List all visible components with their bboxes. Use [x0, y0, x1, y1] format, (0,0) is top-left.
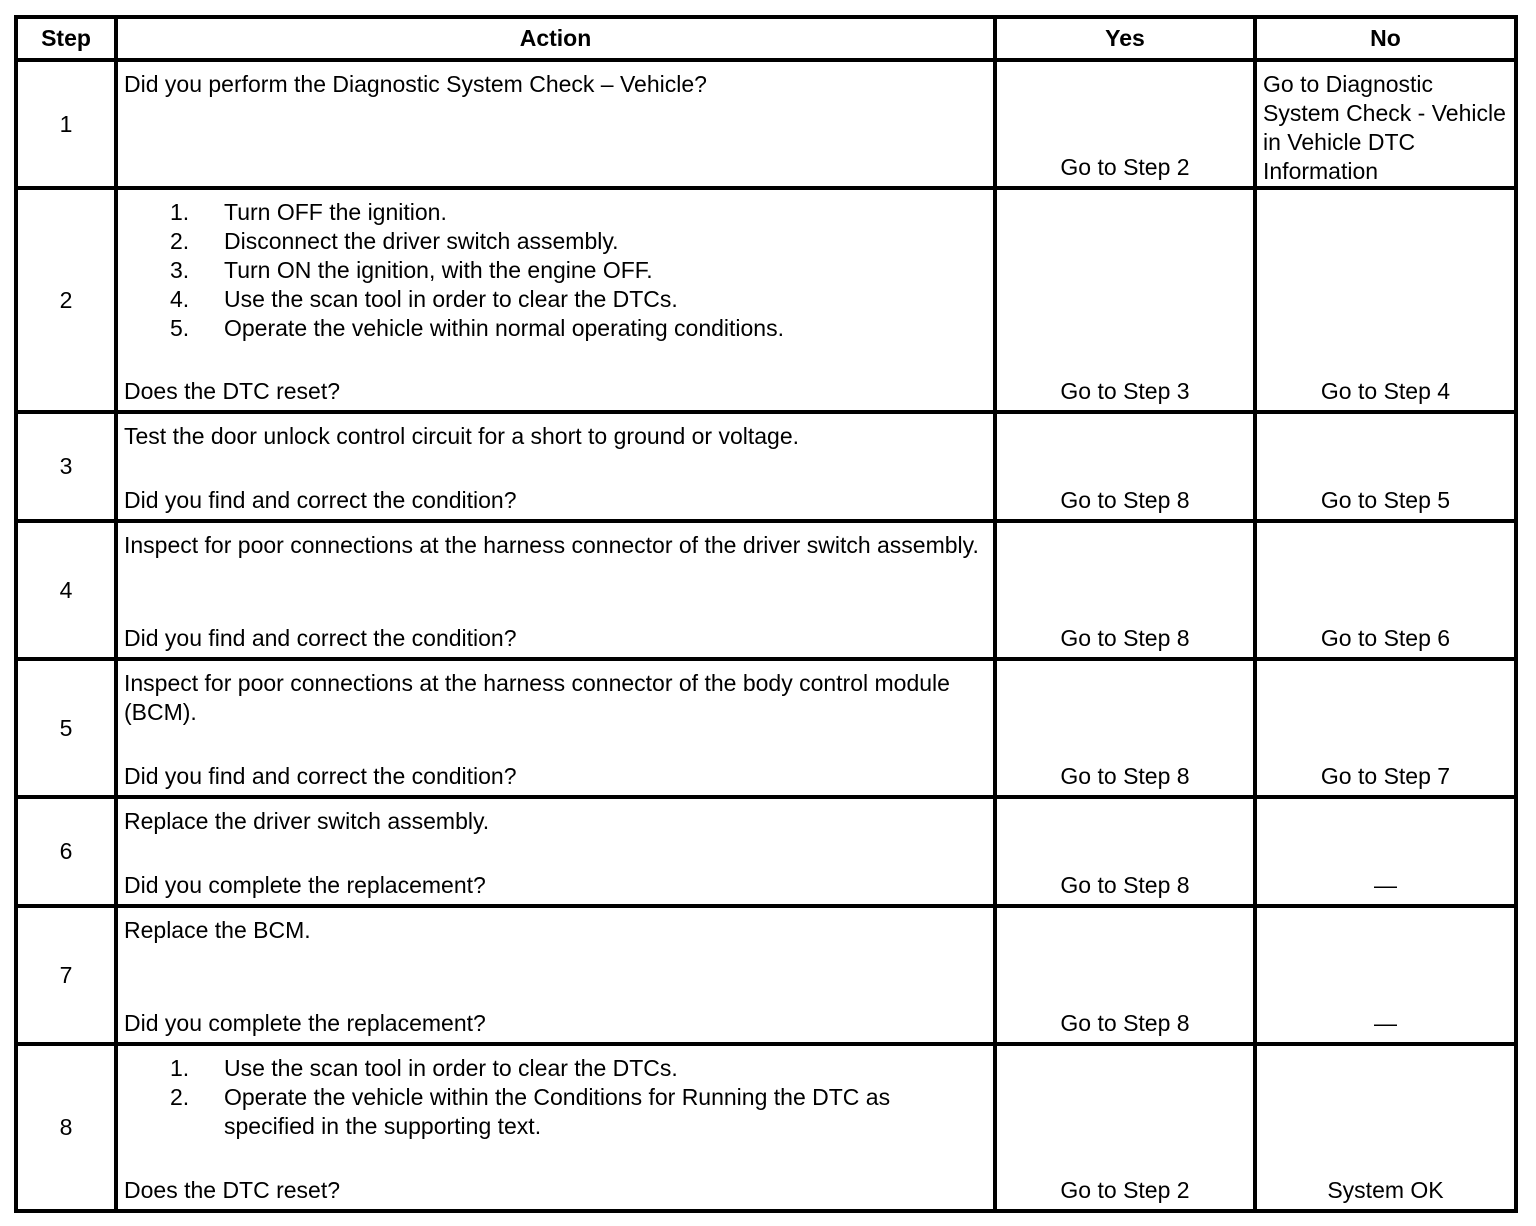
- table-row: [16, 412, 1516, 521]
- table-row: [16, 659, 1516, 797]
- step-number: 4: [16, 521, 116, 659]
- action-cell: [116, 906, 995, 1044]
- action-question: Did you find and correct the condition?: [124, 487, 517, 513]
- action-steps-list: [124, 198, 987, 343]
- no-cell: —: [1255, 906, 1516, 1044]
- table-row: [16, 906, 1516, 1044]
- action-cell: [116, 659, 995, 797]
- table-row: [16, 1044, 1516, 1211]
- step-number: 1: [16, 60, 116, 188]
- no-cell: Go to Diagnostic System Check - Vehicle in Vehicle DTC Information: [1255, 60, 1516, 188]
- step-number: 2: [16, 188, 116, 412]
- step-number: 5: [16, 659, 116, 797]
- action-question: Does the DTC reset?: [124, 378, 341, 404]
- yes-cell: Go to Step 3: [995, 188, 1255, 412]
- action-text: Test the door unlock control circuit for a short to ground or voltage.: [124, 423, 800, 449]
- list-item: 5. Operate the vehicle within normal operating conditions.: [170, 315, 784, 341]
- action-question: Did you complete the replacement?: [124, 1010, 486, 1036]
- action-text: Did you perform the Diagnostic System Check – Vehicle?: [124, 71, 707, 97]
- yes-cell: Go to Step 8: [995, 659, 1255, 797]
- no-cell: System OK: [1255, 1044, 1516, 1211]
- header-yes: Yes: [995, 17, 1255, 60]
- step-number: 8: [16, 1044, 116, 1211]
- table-row: [16, 521, 1516, 659]
- list-item: 4. Use the scan tool in order to clear the DTCs.: [170, 286, 678, 312]
- header-row: [16, 17, 1516, 60]
- step-number: 3: [16, 412, 116, 521]
- diagnostic-table: [14, 15, 1518, 1213]
- action-cell: [116, 60, 995, 188]
- step-number: 7: [16, 906, 116, 1044]
- action-cell: [116, 521, 995, 659]
- list-item: 2. Operate the vehicle within the Conditions for Running the DTC as specified in the supporting text.: [170, 1084, 891, 1139]
- header-step: Step: [16, 17, 116, 60]
- header-action: Action: [116, 17, 995, 60]
- action-question: Did you find and correct the condition?: [124, 763, 517, 789]
- action-cell: [116, 412, 995, 521]
- list-item: 3. Turn ON the ignition, with the engine OFF.: [170, 257, 653, 283]
- yes-cell: Go to Step 8: [995, 906, 1255, 1044]
- action-cell: [116, 797, 995, 906]
- action-text: Replace the BCM.: [124, 917, 311, 943]
- yes-cell: Go to Step 8: [995, 521, 1255, 659]
- step-number: 6: [16, 797, 116, 906]
- list-item: 2. Disconnect the driver switch assembly.: [170, 228, 619, 254]
- no-cell: Go to Step 7: [1255, 659, 1516, 797]
- table-row: [16, 60, 1516, 188]
- action-question: Did you complete the replacement?: [124, 872, 486, 898]
- header-no: No: [1255, 17, 1516, 60]
- yes-cell: Go to Step 2: [995, 1044, 1255, 1211]
- action-text: Replace the driver switch assembly.: [124, 808, 490, 834]
- no-cell: Go to Step 4: [1255, 188, 1516, 412]
- list-item: 1. Use the scan tool in order to clear the DTCs.: [170, 1055, 678, 1081]
- yes-cell: Go to Step 8: [995, 412, 1255, 521]
- table-row: [16, 797, 1516, 906]
- action-text: Inspect for poor connections at the harness connector of the body control module (BCM).: [124, 670, 950, 725]
- action-steps-list: [124, 1054, 987, 1141]
- no-cell: —: [1255, 797, 1516, 906]
- action-question: Does the DTC reset?: [124, 1177, 341, 1203]
- action-question: Did you find and correct the condition?: [124, 625, 517, 651]
- action-cell: [116, 188, 995, 412]
- no-cell: Go to Step 6: [1255, 521, 1516, 659]
- yes-cell: Go to Step 2: [995, 60, 1255, 188]
- yes-cell: Go to Step 8: [995, 797, 1255, 906]
- list-item: 1. Turn OFF the ignition.: [170, 199, 447, 225]
- table-row: [16, 188, 1516, 412]
- no-cell: Go to Step 5: [1255, 412, 1516, 521]
- action-cell: [116, 1044, 995, 1211]
- action-text: Inspect for poor connections at the harness connector of the driver switch assembly.: [124, 532, 979, 558]
